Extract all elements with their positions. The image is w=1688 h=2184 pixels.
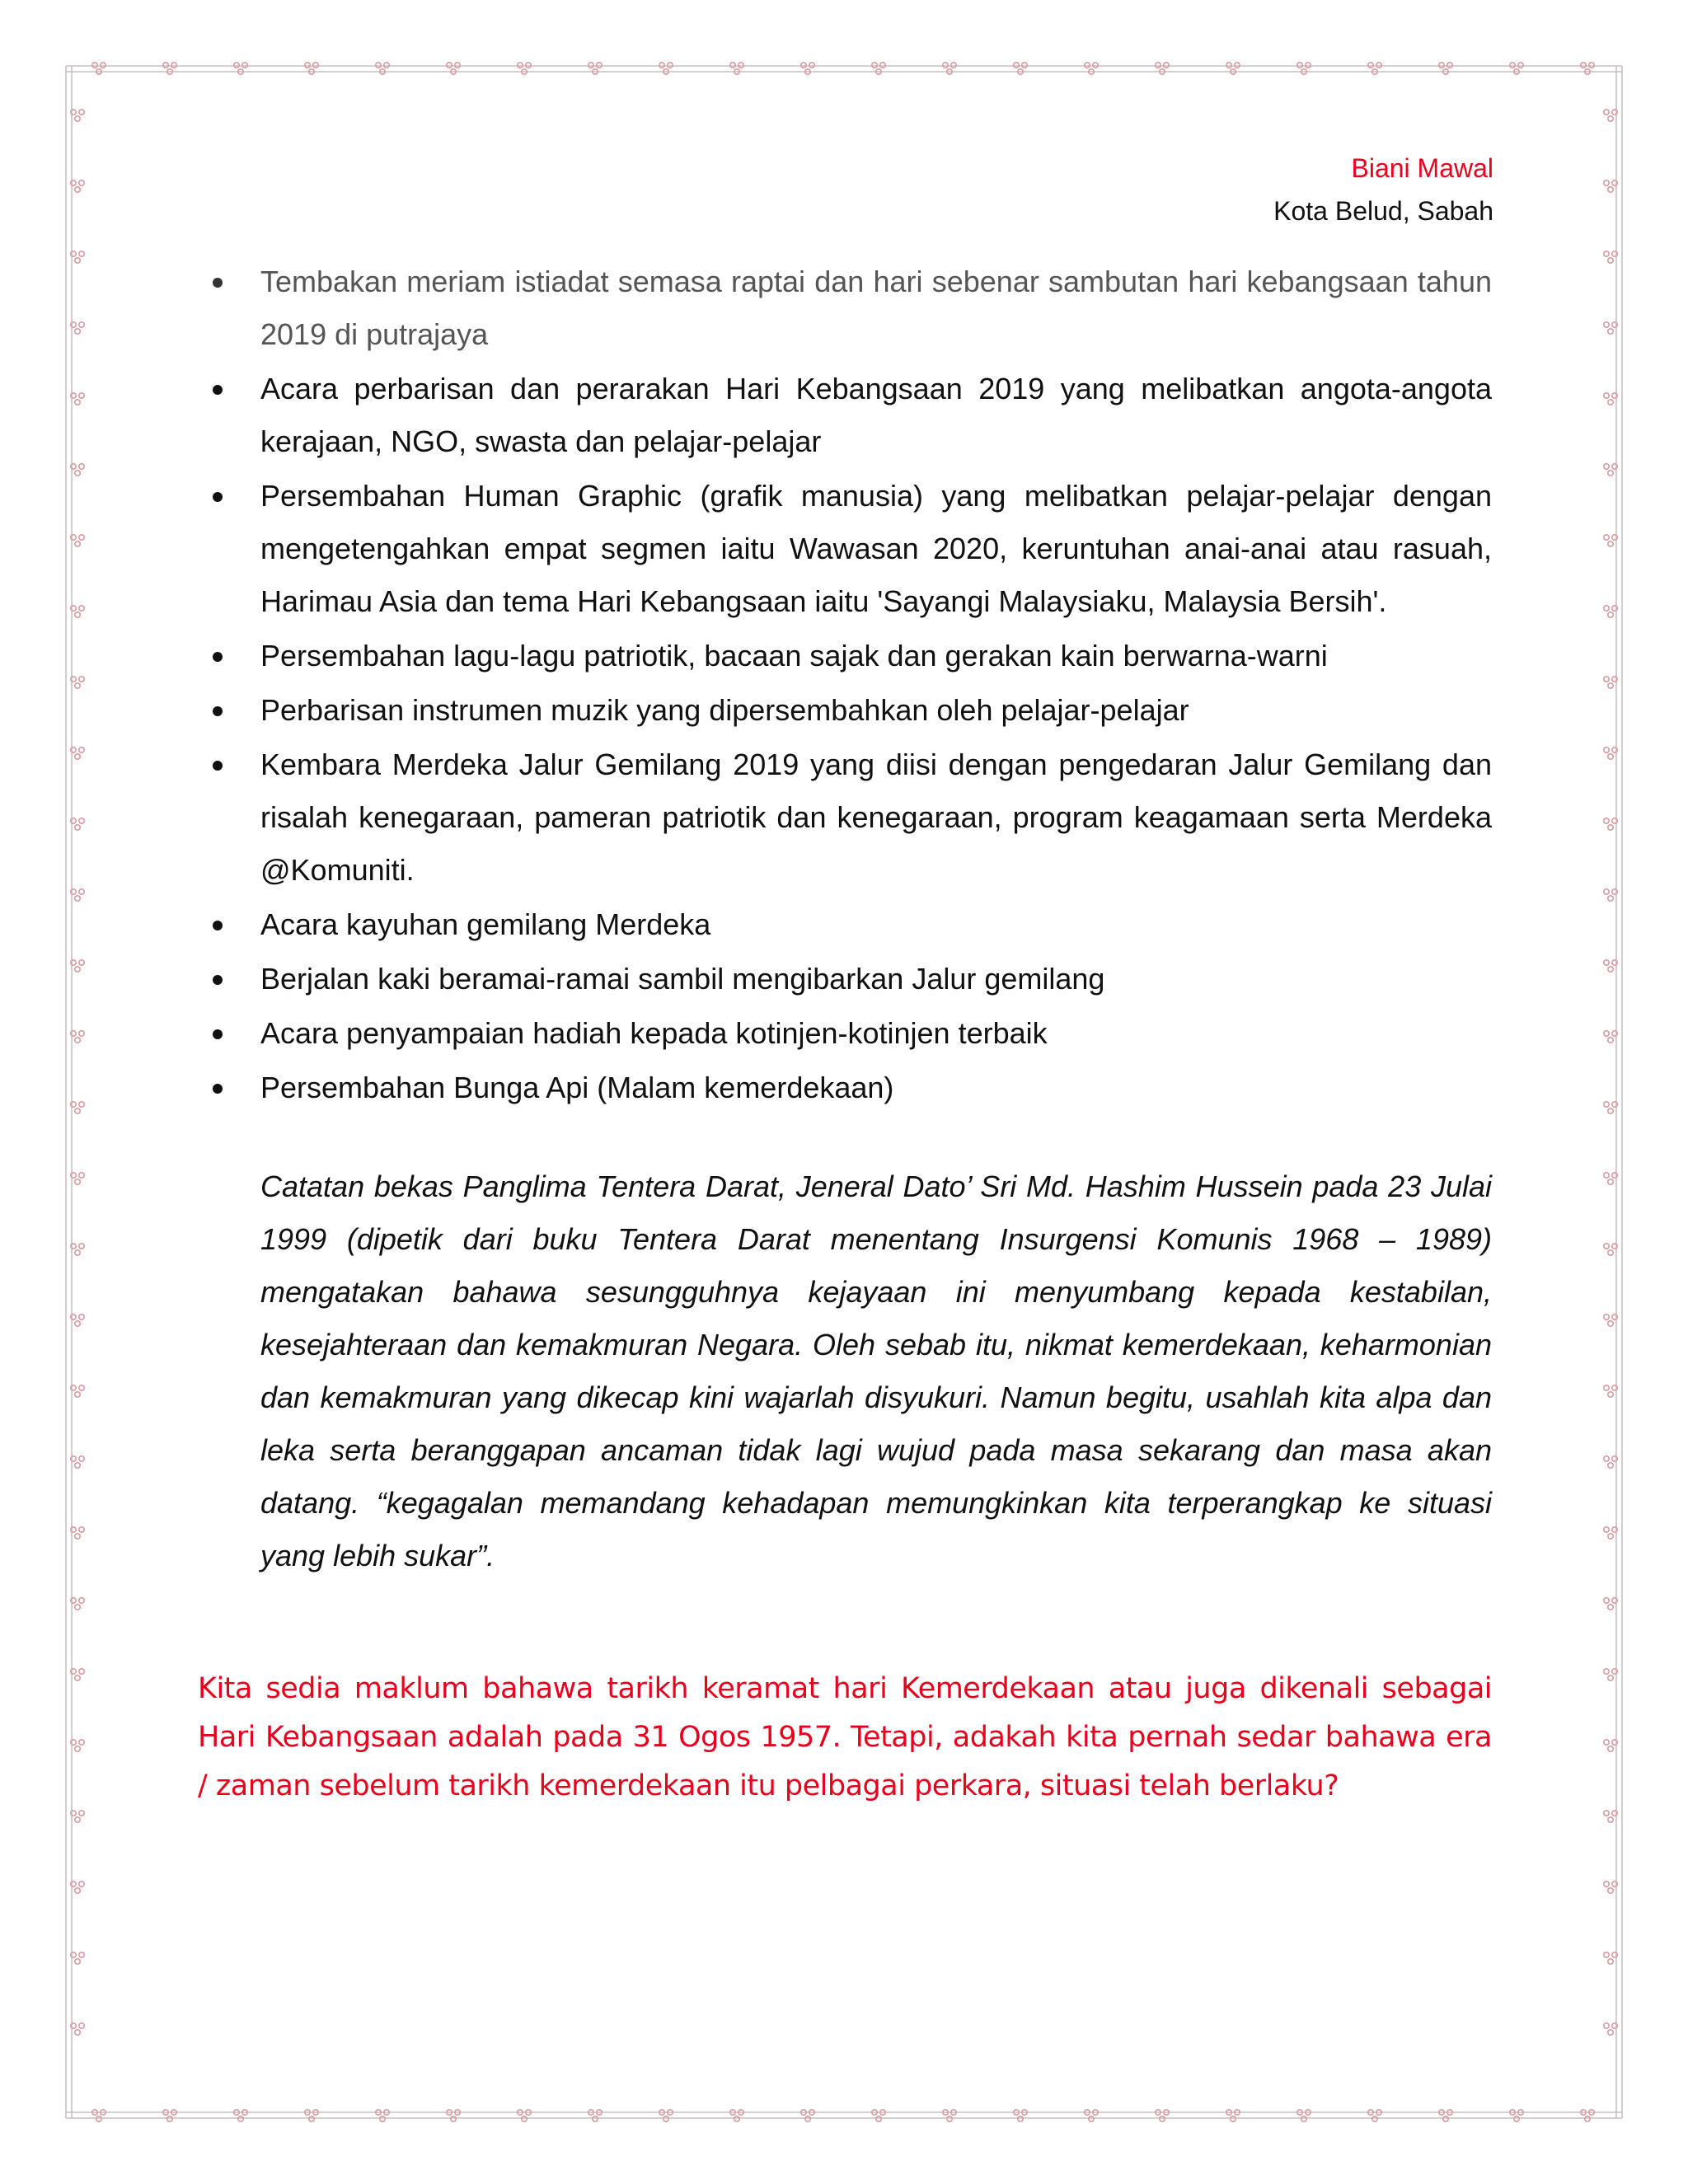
list-item: Persembahan Bunga Api (Malam kemerdekaan) [206, 1062, 1492, 1114]
bullet-dot-icon [213, 921, 223, 930]
bullet-dot-icon [213, 492, 223, 502]
list-item: Persembahan Human Graphic (grafik manusia) yang melibatkan pelajar-pelajar dengan mengetengahkan empat segmen iaitu Wawasan 2020, keruntuhan anai-anai atau rasuah, Harimau Asia dan tema Hari Kebangsaan iaitu 'Sayangi Malaysiaku, Malaysia Bersih'. [206, 470, 1492, 628]
author-name: Biani Mawal [1351, 153, 1493, 183]
list-item: Tembakan meriam istiadat semasa raptai dan hari sebenar sambutan hari kebangsaan tahun 2019 di putrajaya [206, 255, 1492, 361]
author-header [1273, 147, 1493, 232]
author-location: Kota Belud, Sabah [1273, 196, 1493, 226]
list-item: Berjalan kaki beramai-ramai sambil mengibarkan Jalur gemilang [206, 953, 1492, 1005]
list-item: Acara kayuhan gemilang Merdeka [206, 898, 1492, 951]
bullet-dot-icon [213, 652, 223, 662]
bullet-dot-icon [213, 385, 223, 395]
event-list [206, 255, 1492, 1116]
list-item: Acara perbarisan dan perarakan Hari Kebangsaan 2019 yang melibatkan angota-angota kerajaan, NGO, swasta dan pelajar-pelajar [206, 363, 1492, 468]
quote-paragraph: Catatan bekas Panglima Tentera Darat, Jeneral Dato’ Sri Md. Hashim Hussein pada 23 Julai 1999 (dipetik dari buku Tentera Darat menentang Insurgensi Komunis 1968 – 1989) mengatakan bahawa sesungguhnya kejayaan ini menyumbang kepada kestabilan, kesejahteraan dan kemakmuran Negara. Oleh sebab itu, nikmat kemerdekaan, keharmonian dan kemakmuran yang dikecap kini wajarlah disyukuri. Namun begitu, usahlah kita alpa dan leka serta beranggapan ancaman tidak lagi wujud pada masa sekarang dan masa akan datang. “kegagalan memandang kehadapan memungkinkan kita terperangkap ke situasi yang lebih sukar”. [260, 1169, 1492, 1572]
bullet-dot-icon [213, 1029, 223, 1039]
bullet-dot-icon [213, 1084, 223, 1094]
bullet-dot-icon [213, 278, 223, 288]
list-item: Perbarisan instrumen muzik yang dipersembahkan oleh pelajar-pelajar [206, 684, 1492, 737]
bullet-dot-icon [213, 975, 223, 985]
closing-paragraph: Kita sedia maklum bahawa tarikh keramat hari Kemerdekaan atau juga dikenali sebagai Hari Kebangsaan adalah pada 31 Ogos 1957. Tetapi, adakah kita pernah sedar bahawa era / zaman sebelum tarikh kemerdekaan itu pelbagai perkara, situasi telah berlaku? [198, 1672, 1492, 1802]
list-item: Persembahan lagu-lagu patriotik, bacaan sajak dan gerakan kain berwarna-warni [206, 630, 1492, 682]
list-item: Acara penyampaian hadiah kepada kotinjen-kotinjen terbaik [206, 1007, 1492, 1060]
bullet-dot-icon [213, 706, 223, 716]
bullet-dot-icon [213, 761, 223, 771]
list-item: Kembara Merdeka Jalur Gemilang 2019 yang diisi dengan pengedaran Jalur Gemilang dan risalah kenegaraan, pameran patriotik dan kenegaraan, program keagamaan serta Merdeka @Komuniti. [206, 738, 1492, 897]
